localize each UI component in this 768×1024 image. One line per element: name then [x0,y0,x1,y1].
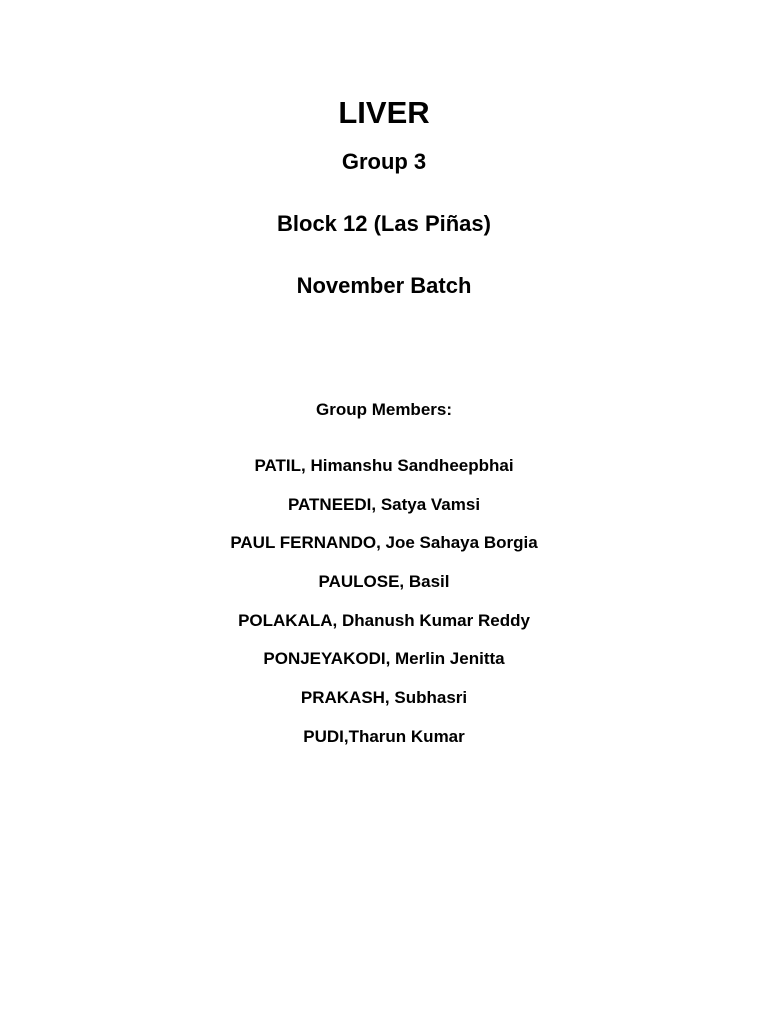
batch-label: November Batch [296,273,472,298]
member-name: PATNEEDI, Satya Vamsi [287,495,481,514]
member-name: PRAKASH, Subhasri [300,688,468,707]
document-title: LIVER [338,95,430,130]
group-label: Group 3 [341,149,427,174]
member-name: PUDI,Tharun Kumar [303,727,465,746]
member-name: PATIL, Himanshu Sandheepbhai [254,456,514,475]
member-name: PAUL FERNANDO, Joe Sahaya Borgia [230,533,538,552]
member-name: PAULOSE, Basil [318,572,450,591]
member-name: PONJEYAKODI, Merlin Jenitta [263,649,505,668]
block-label: Block 12 (Las Piñas) [277,211,491,236]
member-name: POLAKALA, Dhanush Kumar Reddy [238,611,530,630]
members-heading: Group Members: [315,400,453,419]
